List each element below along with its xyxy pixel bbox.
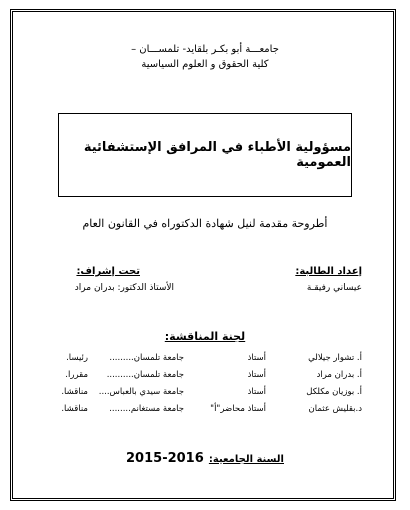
jury-member-rank: أستاذ bbox=[247, 353, 266, 363]
university-name: جامعـــة أبو بكـر بلقايد- تلمســـان – bbox=[131, 44, 279, 55]
committee-title bbox=[0, 330, 410, 343]
page-border bbox=[10, 9, 396, 501]
jury-role-column bbox=[61, 350, 88, 418]
jury-rank-column bbox=[210, 350, 266, 418]
academic-year-value: 2016-2015 bbox=[126, 451, 204, 466]
academic-year-label: السنة الجامعية: bbox=[208, 454, 284, 465]
thesis-title-box bbox=[58, 113, 352, 197]
jury-member-affiliation: جامعة تلمسان......... bbox=[109, 353, 184, 363]
jury-member-name: أ. بدران مراد bbox=[316, 370, 362, 380]
jury-member-affiliation: جامعة مستغانم........ bbox=[109, 404, 184, 414]
jury-member-role: مناقشا. bbox=[61, 404, 88, 414]
supervisor-label: تحت إشراف: bbox=[76, 266, 140, 277]
university-header bbox=[0, 42, 410, 72]
jury-member-name: د.بقليش عثمان bbox=[308, 404, 362, 414]
committee-label: لجنة المناقشة: bbox=[164, 330, 246, 343]
jury-member-rank: أستاذ bbox=[247, 387, 266, 397]
jury-member-rank: أستاذ bbox=[247, 370, 266, 380]
faculty-name: كلية الحقوق و العلوم السياسية bbox=[141, 59, 269, 70]
jury-names-column bbox=[306, 350, 362, 418]
jury-member-affiliation: جامعة سيدي بالعباس.... bbox=[98, 387, 184, 397]
jury-affiliation-column bbox=[99, 350, 184, 418]
jury-member-name: أ. تشوار جيلالي bbox=[308, 353, 362, 363]
jury-member-affiliation: جامعة تلمسان.......... bbox=[106, 370, 184, 380]
academic-year bbox=[0, 447, 410, 466]
thesis-title: مسؤولية الأطباء في المرافق الإستشفائية العمومية bbox=[83, 140, 351, 170]
supervisor-name: الأستاذ الدكتور: بدران مراد bbox=[74, 283, 174, 293]
student-name: عيساني رفيقـة bbox=[306, 283, 362, 293]
student-label: إعداد الطالبة: bbox=[295, 266, 362, 277]
jury-member-role: مناقشا. bbox=[61, 387, 88, 397]
jury-member-role: رئيسا. bbox=[66, 353, 88, 363]
jury-member-rank: أستاذ محاضر"أ" bbox=[210, 404, 266, 414]
jury-member-name: أ. بوزيان مكلكل bbox=[306, 387, 362, 397]
thesis-subtitle: أطروحة مقدمة لنيل شهادة الدكتوراه في القانون العام bbox=[82, 217, 328, 230]
jury-member-role: مقررا. bbox=[65, 370, 88, 380]
